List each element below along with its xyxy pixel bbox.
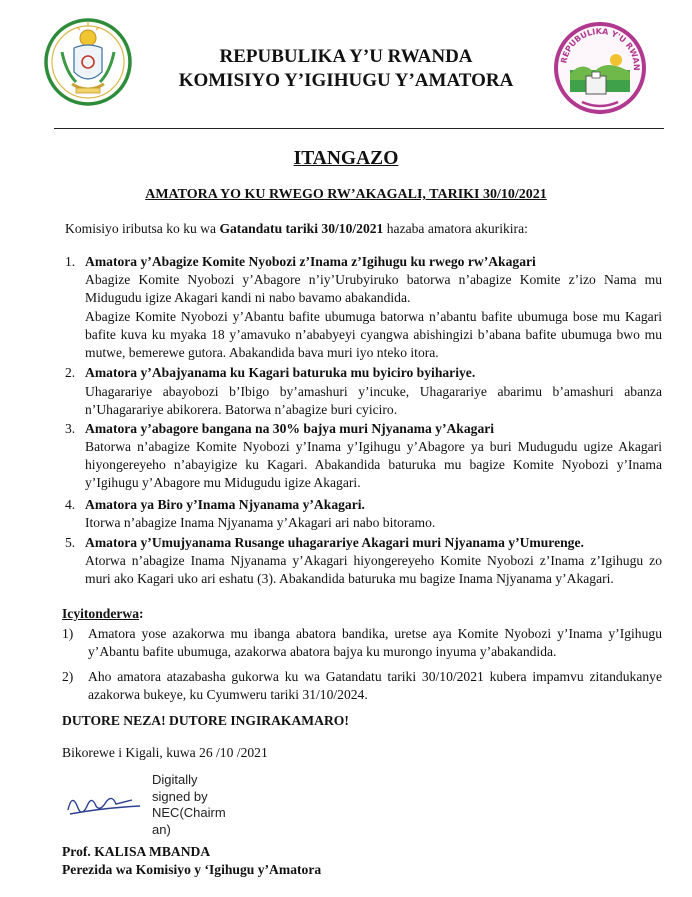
header-republic-name: REPUBULIKA Y’U RWANDA — [219, 46, 473, 67]
item-heading: Amatora y’Abagize Komite Nyobozi z’Inama z’Igihugu ku rwego rw’Akagari — [85, 254, 536, 269]
item-paragraph: Batorwa n’abagize Komite Nyobozi y’Inama y’Igihugu y’Abagore ya buri Mudugudu ugize Akagari hiyongereyeho n’abayigize ku Kagari. Abakandida baturuka mu bagize Komite Nyobozi y’Inama y’Igihugu y’Abagore mu Midugudu igize Akagari. — [85, 439, 662, 491]
item-number: 4. — [65, 497, 76, 512]
notice-subtitle: AMATORA YO KU RWEGO RW’AKAGALI, TARIKI 30/10/2021 — [145, 187, 547, 202]
item-heading: Amatora y’abagore bangana na 30% bajya muri Njyanama y’Akagari — [85, 421, 495, 436]
place-date: Bikorewe i Kigali, kuwa 26 /10 /2021 — [62, 745, 268, 760]
item-number: 5. — [65, 535, 76, 550]
nec-emblem-logo — [552, 20, 648, 116]
notes-label: Icyitonderwa: — [62, 606, 144, 621]
intro-paragraph: Komisiyo iributsa ko ku wa Gatandatu tariki 30/10/2021 hazaba amatora akurikira: — [65, 221, 528, 236]
item-number: 3. — [65, 421, 76, 436]
item-heading: Amatora ya Biro y’Inama Njyanama y’Akagari. — [85, 497, 365, 512]
item-paragraph: Uhagarariye abayobozi b’Ibigo by’amashuri y’incuke, Uhagarariye abarimu b’amashuri abanza n’Uhagarariye abikorera. Batorwa n’abagize buri cyiciro. — [85, 384, 662, 418]
note-text: Amatora yose azakorwa mu ibanga abatora bandika, uretse aya Komite Nyobozi y’Inama y’Igihugu y’Abantu bafite ubumuga, azakorwa abatora bajya ku murongo inyuma y’abakandida. — [88, 626, 662, 660]
signatory-title: Perezida wa Komisiyo y ‘Igihugu y’Amatora — [62, 862, 322, 877]
note-text: Aho amatora atazabasha gukorwa ku wa Gatandatu tariki 30/10/2021 kubera impamvu zitandukanye azakorwa bukeye, ku Cyumweru tariki 31/10/2024. — [88, 669, 662, 703]
note-number: 2) — [62, 669, 74, 684]
header-commission-name: KOMISIYO Y’IGIHUGU Y’AMATORA — [178, 70, 514, 91]
item-number: 2. — [65, 365, 76, 380]
item-paragraph: Abagize Komite Nyobozi y’Abantu bafite ubumuga batorwa n’abantu bafite ubumuga bose mu Kagari bafite kuva ku myaka 18 y’amavuko n’ababyeyi cyangwa abishingizi b’abana bafite ubumuga bwo mu mutwe, bemerewe gutora. Abakandida bava muri iyo nteko itora. — [85, 309, 662, 361]
item-paragraph: Abagize Komite Nyobozi y’Abagore n’iy’Urubyiruko batorwa n’abagize Komite z’izo Nama mu Midugudu igize Akagari kandi ni nabo bavamo abakandida. — [85, 272, 662, 306]
handwritten-signature — [62, 784, 148, 824]
item-number: 1. — [65, 254, 76, 269]
notice-title: ITANGAZO — [293, 148, 399, 169]
digital-signature-block: Digitally signed by NEC(Chairm an) — [152, 772, 226, 837]
item-paragraph: Itorwa n’abagize Inama Njyanama y’Akagari ari nabo bitoramo. — [85, 515, 436, 530]
item-paragraph: Atorwa n’abagize Inama Njyanama y’Akagari hiyongereyeho Komite Nyobozi z’Inama z’Igihugu zo muri ako Kagari uko ari eshatu (3). Abakandida baturuka mu bagize Inama Njyanama y’Akagari. — [85, 553, 662, 587]
header-divider — [54, 128, 664, 129]
note-number: 1) — [62, 626, 74, 641]
item-heading: Amatora y’Umujyanama Rusange uhagarariye Akagari muri Njyanama y’Umurenge. — [85, 535, 584, 550]
signatory-name: Prof. KALISA MBANDA — [62, 844, 211, 859]
svg-text:REPUBULIKA Y'U RWANDA: REPUBULIKA Y'U RWAN — [559, 26, 642, 71]
item-heading: Amatora y’Abajyanama ku Kagari baturuka mu byiciro byihariye. — [85, 365, 476, 380]
slogan: DUTORE NEZA! DUTORE INGIRAKAMARO! — [62, 713, 349, 728]
